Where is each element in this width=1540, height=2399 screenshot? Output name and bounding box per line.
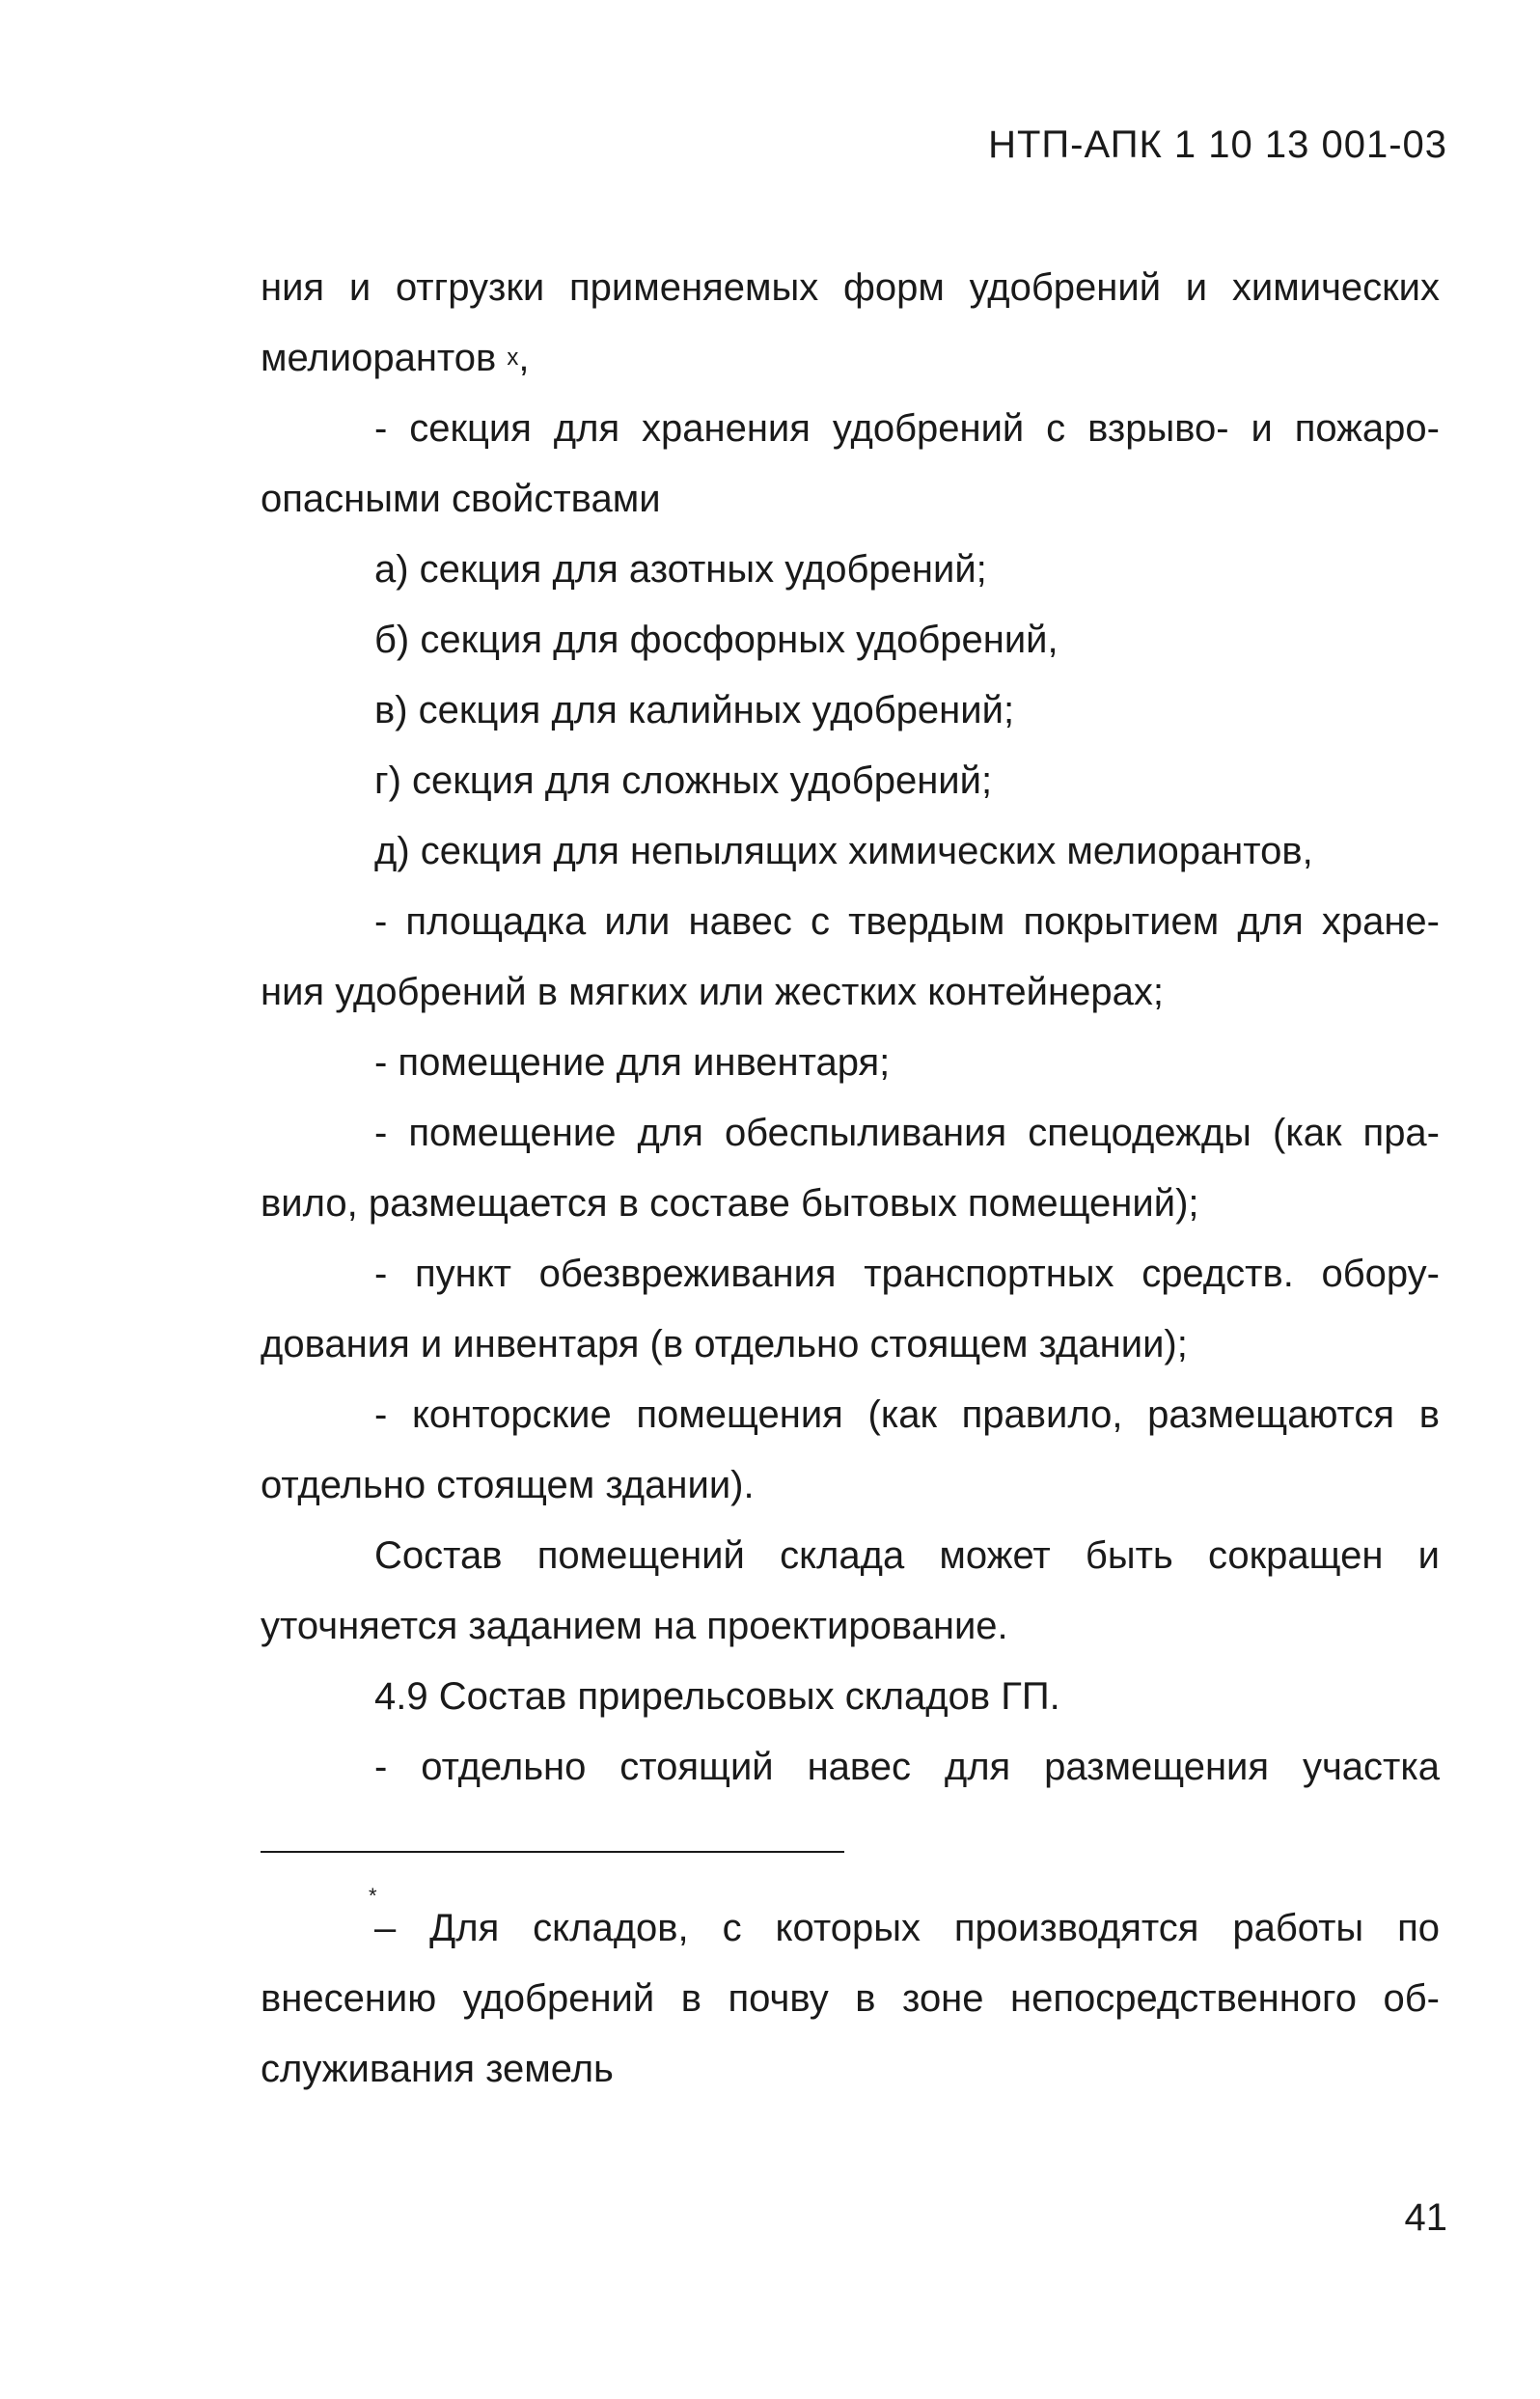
- list-item: д) секция для непылящих химических мелиорантов,: [374, 830, 1313, 872]
- text-line: ния удобрений в мягких или жестких контейнерах;: [261, 971, 1164, 1013]
- text-line: отдельно стоящем здании).: [261, 1464, 755, 1506]
- footnote-line: внесению удобрений в почву в зоне непосредственного об-: [261, 1977, 1440, 2020]
- list-item: а) секция для азотных удобрений;: [374, 548, 987, 591]
- text-line: - помещение для инвентаря;: [374, 1041, 891, 1084]
- text-span: ,: [518, 337, 530, 379]
- text-line: - секция для хранения удобрений с взрыво- и пожаро-: [374, 407, 1440, 450]
- footnote-line: – Для складов, с которых производятся работы по: [374, 1907, 1440, 1949]
- text-line: ния и отгрузки применяемых форм удобрений и химических: [261, 266, 1440, 309]
- list-item: в) секция для калийных удобрений;: [374, 689, 1015, 731]
- text-line: вило, размещается в составе бытовых помещений);: [261, 1182, 1199, 1225]
- footnote-separator: [261, 1851, 844, 1853]
- footnote-marker: *: [369, 1884, 377, 1908]
- document-code: НТП-АПК 1 10 13 001-03: [988, 124, 1447, 166]
- text-line: уточняется заданием на проектирование.: [261, 1605, 1008, 1647]
- text-line: Состав помещений склада может быть сокращен и: [374, 1534, 1440, 1577]
- text-line: - пункт обезвреживания транспортных средств. обору-: [374, 1253, 1440, 1295]
- text-line: - конторские помещения (как правило, размещаются в: [374, 1393, 1440, 1436]
- section-heading: 4.9 Состав прирельсовых складов ГП.: [374, 1675, 1060, 1718]
- text-line: дования и инвентаря (в отдельно стоящем здании);: [261, 1323, 1188, 1365]
- text-line: - отдельно стоящий навес для размещения участка: [374, 1746, 1440, 1788]
- list-item: б) секция для фосфорных удобрений,: [374, 619, 1059, 661]
- text-span: мелиорантов: [261, 337, 497, 379]
- footnote-line: служивания земель: [261, 2048, 614, 2090]
- text-line: опасными свойствами: [261, 478, 661, 520]
- text-line: - помещение для обеспыливания спецодежды (как пра-: [374, 1112, 1440, 1154]
- page-number: 41: [1404, 2196, 1447, 2239]
- list-item: г) секция для сложных удобрений;: [374, 759, 993, 802]
- footnote-reference: х: [507, 345, 519, 371]
- text-line: - площадка или навес с твердым покрытием для хране-: [374, 900, 1440, 943]
- text-line: [261, 323, 530, 399]
